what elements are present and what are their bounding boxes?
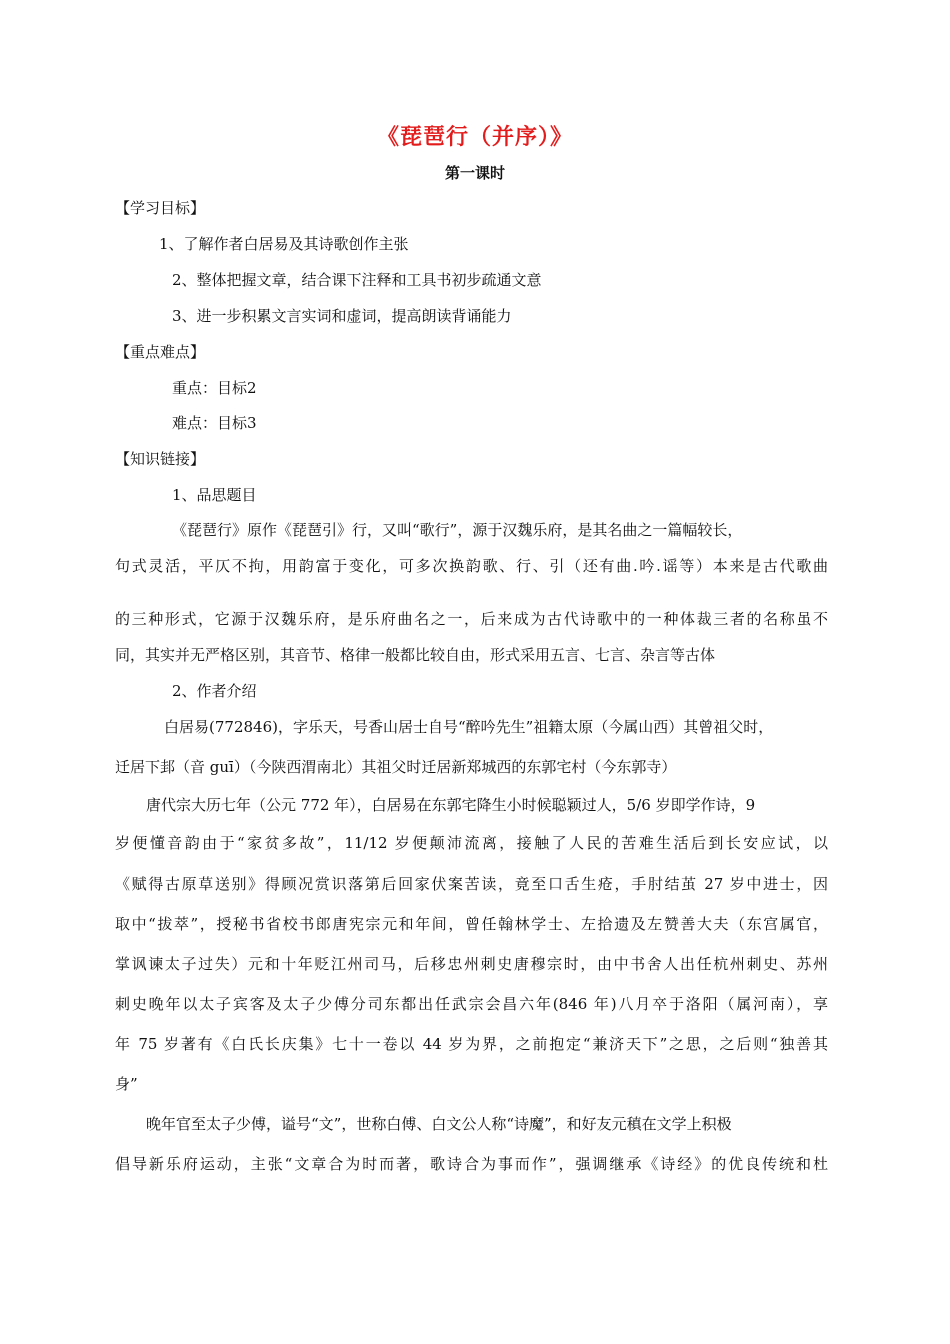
paragraph-line: 岁便懂音韵由于“家贫多故”，11/12 岁便颠沛流离，接触了人民的苦难生活后到长安应试，以 xyxy=(115,834,828,852)
section-heading-keypoints: 【重点难点】 xyxy=(115,343,206,361)
paragraph-line: 迁居下邽（音 guī）（今陕西渭南北）其祖父时迁居新郑城西的东郭宅村（今东郭寺） xyxy=(115,758,677,776)
paragraph-line: 白居易(772846)，字乐天，号香山居士自号“醉吟先生”祖籍太原（今属山西）其曾祖父时， xyxy=(164,718,774,736)
objective-item: 3、进一步积累文言实词和虚词，提高朗读背诵能力 xyxy=(172,307,512,325)
paragraph-line: 唐代宗大历七年（公元 772 年），白居易在东郭宅降生小时候聪颖过人，5/6 岁即学作诗，9 xyxy=(146,796,756,814)
paragraph-line: 掌讽谏太子过失）元和十年贬江州司马，后移忠州刺史唐穆宗时，由中书舍人出任杭州刺史、苏州 xyxy=(115,955,828,973)
paragraph-line: 晚年官至太子少傅，谥号“文”，世称白傅、白文公人称“诗魔”，和好友元稹在文学上积极 xyxy=(146,1115,732,1133)
paragraph-line: 《赋得古原草送别》得顾况赏识落第后回家伏案苦读，竟至口舌生疮，手肘结茧 27 岁中进士，因 xyxy=(115,875,828,893)
objective-item: 1、了解作者白居易及其诗歌创作主张 xyxy=(159,235,409,253)
paragraph-line: 《琵琶行》原作《琵琶引》行，又叫“歌行”，源于汉魏乐府，是其名曲之一篇幅较长， xyxy=(172,521,743,539)
paragraph-line: 年 75 岁著有《白氏长庆集》七十一卷以 44 岁为界，之前抱定“兼济天下”之思，之后则“独善其 xyxy=(115,1035,828,1053)
document-title: 《琵琶行（并序）》 xyxy=(376,125,573,150)
paragraph-line: 同，其实并无严格区别，其音节、格律一般都比较自由，形式采用五言、七言、杂言等古体 xyxy=(115,646,716,664)
paragraph-line: 身” xyxy=(115,1075,138,1093)
subsection-heading: 1、品思题目 xyxy=(172,486,257,504)
section-heading-objectives: 【学习目标】 xyxy=(115,199,206,217)
keypoint-text: 重点：目标2 xyxy=(172,379,257,397)
paragraph-line: 句式灵活，平仄不拘，用韵富于变化，可多次换韵歌、行、引（还有曲.吟.谣等）本来是古代歌曲 xyxy=(115,557,828,575)
section-heading-knowledge: 【知识链接】 xyxy=(115,450,206,468)
lesson-subtitle: 第一课时 xyxy=(444,164,505,182)
difficulty-text: 难点：目标3 xyxy=(172,414,257,432)
paragraph-line: 刺史晚年以太子宾客及太子少傅分司东都出任武宗会昌六年(846 年)八月卒于洛阳（属河南），享 xyxy=(115,995,828,1013)
paragraph-line: 取中“拔萃”，授秘书省校书郎唐宪宗元和年间，曾任翰林学士、左拾遗及左赞善大夫（东宫属官， xyxy=(115,915,828,933)
objective-item: 2、整体把握文章，结合课下注释和工具书初步疏通文意 xyxy=(172,271,542,289)
paragraph-line: 倡导新乐府运动，主张“文章合为时而著，歌诗合为事而作”，强调继承《诗经》的优良传统和杜 xyxy=(115,1155,828,1173)
paragraph-line: 的三种形式，它源于汉魏乐府，是乐府曲名之一，后来成为古代诗歌中的一种体裁三者的名称虽不 xyxy=(115,610,828,628)
subsection-heading: 2、作者介绍 xyxy=(172,682,257,700)
